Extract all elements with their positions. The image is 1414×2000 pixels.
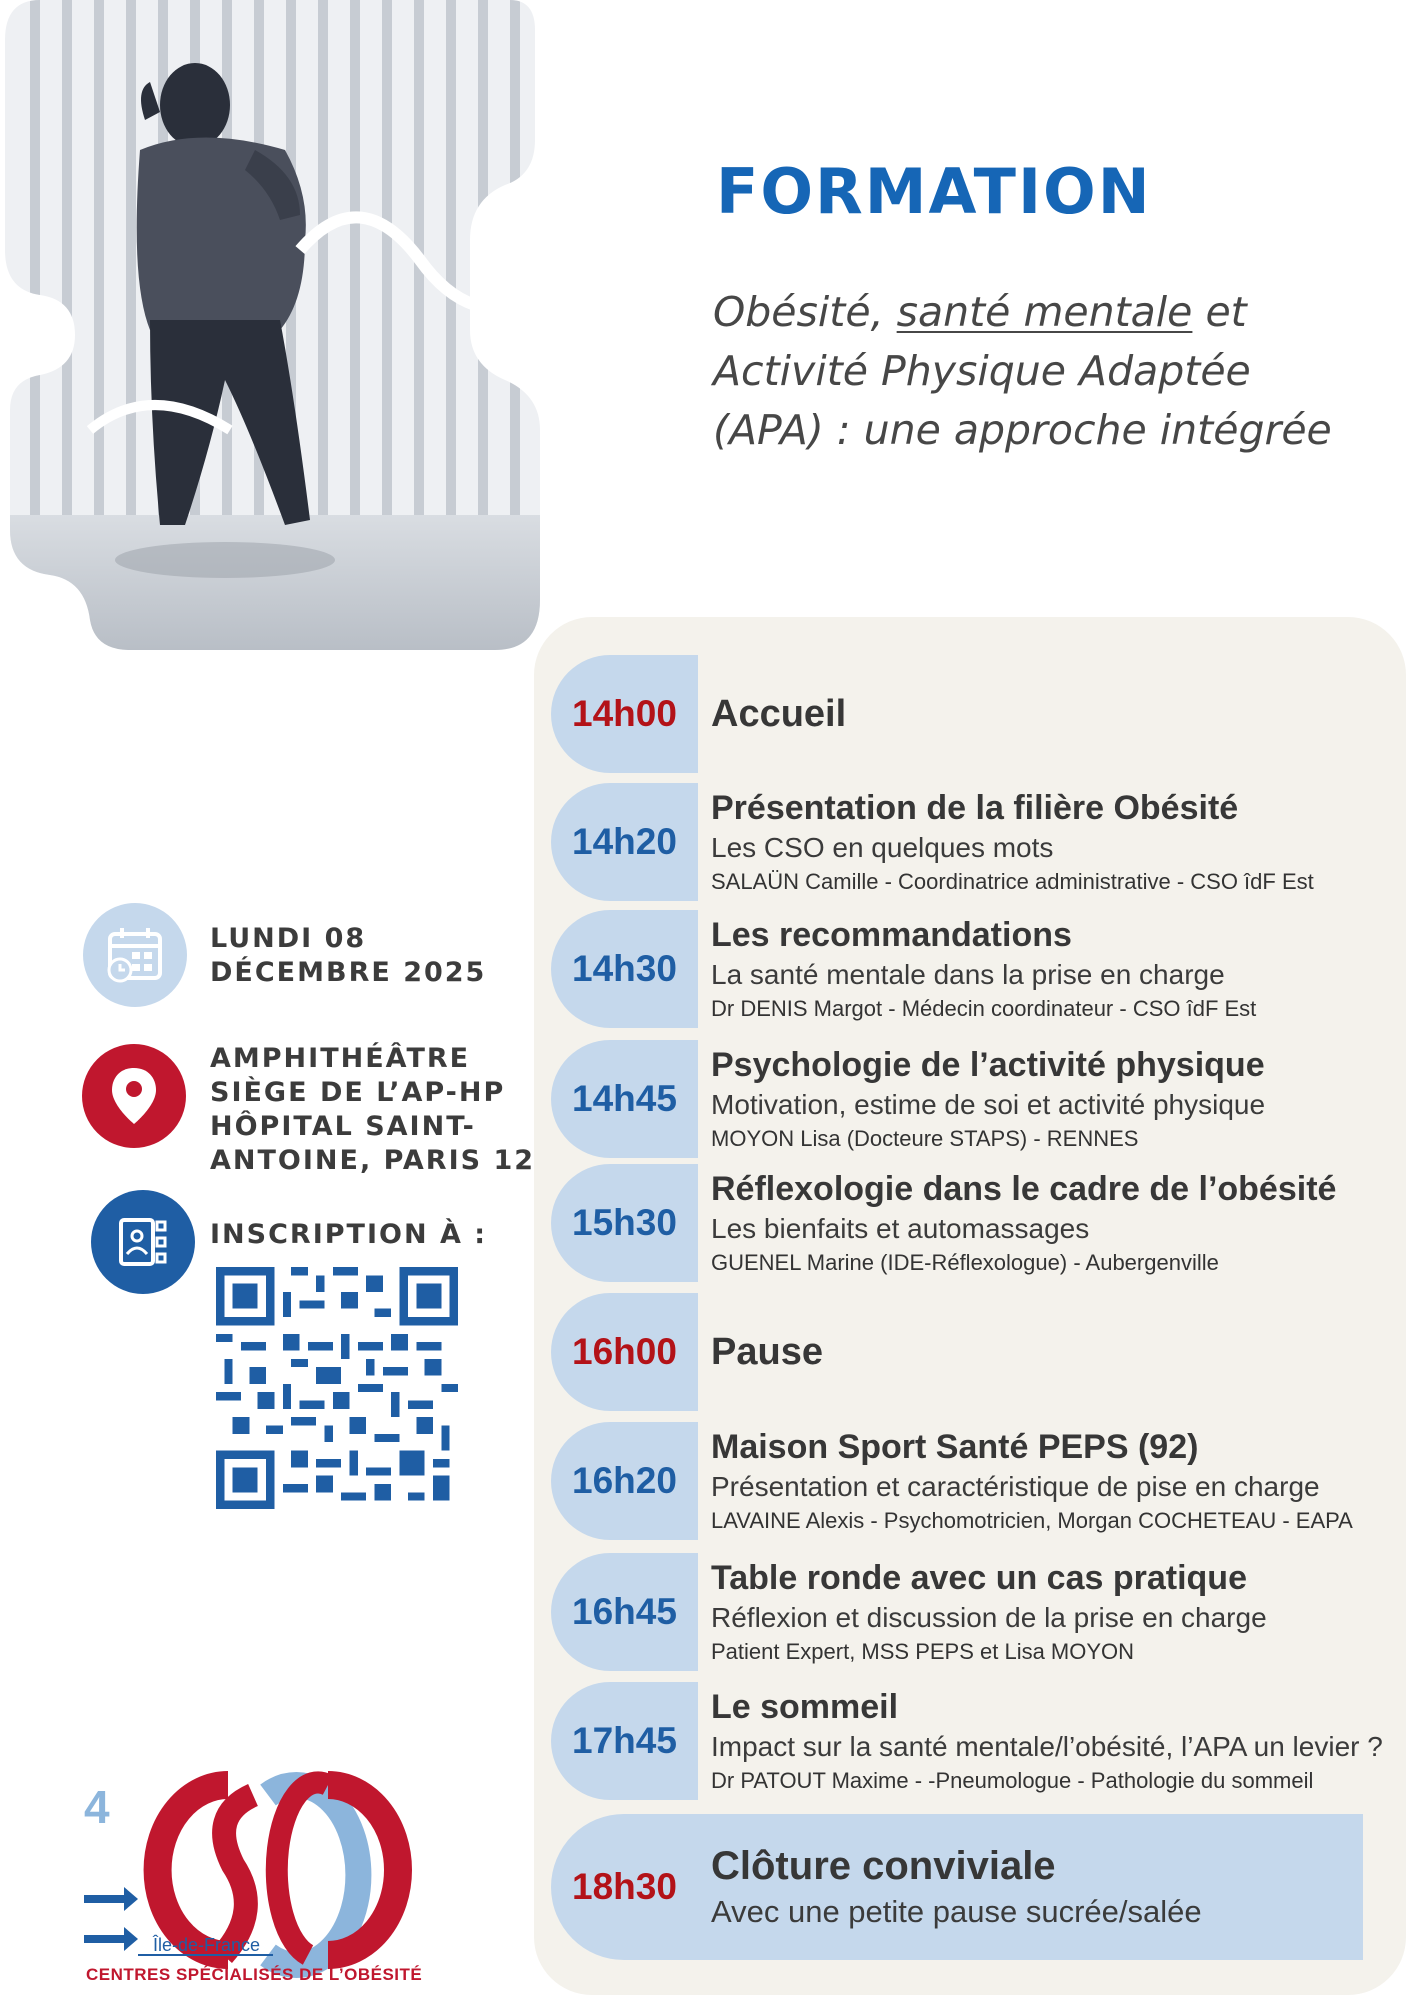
schedule-title: Psychologie de l’activité physique <box>711 1046 1265 1084</box>
schedule-subtitle: Réflexion et discussion de la prise en charge <box>711 1602 1267 1633</box>
schedule-row <box>551 655 1401 773</box>
hero-photo <box>0 0 560 660</box>
schedule-subtitle: Impact sur la santé mentale/l’obésité, l’APA un levier ? <box>711 1731 1383 1762</box>
schedule-row <box>551 1682 1401 1800</box>
schedule-row <box>551 783 1401 901</box>
schedule-row <box>551 1040 1401 1158</box>
schedule-title: Les recommandations <box>711 916 1072 954</box>
schedule-subtitle: Motivation, estime de soi et activité physique <box>711 1089 1266 1120</box>
schedule-speaker: Dr DENIS Margot - Médecin coordinateur - CSO îdF Est <box>711 996 1257 1021</box>
schedule-subtitle: Présentation et caractéristique de pise en charge <box>711 1471 1320 1502</box>
closing-title: Clôture conviviale <box>711 1844 1056 1888</box>
schedule-title: Maison Sport Santé PEPS (92) <box>711 1428 1199 1466</box>
schedule-speaker: SALAÜN Camille - Coordinatrice administrative - CSO îdF Est <box>711 869 1314 894</box>
schedule-time: 16h20 <box>551 1422 698 1540</box>
location-pin-icon <box>82 1044 186 1148</box>
schedule-title: Présentation de la filière Obésité <box>711 789 1239 827</box>
schedule-subtitle: Les bienfaits et automassages <box>711 1213 1090 1244</box>
location-line-2: SIÈGE DE L’AP-HP <box>210 1077 506 1108</box>
page-heading: FORMATION <box>716 155 1152 228</box>
event-date <box>210 922 486 990</box>
schedule-speaker: MOYON Lisa (Docteure STAPS) - RENNES <box>711 1126 1139 1151</box>
schedule-row <box>551 1422 1401 1540</box>
schedule-time: 17h45 <box>551 1682 698 1800</box>
schedule-speaker: LAVAINE Alexis - Psychomotricien, Morgan COCHETEAU - EAPA <box>711 1508 1353 1533</box>
schedule-row <box>551 910 1401 1028</box>
schedule-title: Accueil <box>711 693 847 735</box>
schedule-row <box>551 1164 1401 1282</box>
schedule-speaker: Patient Expert, MSS PEPS et Lisa MOYON <box>711 1639 1135 1664</box>
schedule-speaker: Dr PATOUT Maxime - -Pneumologue - Pathologie du sommeil <box>711 1768 1314 1793</box>
training-subtitle <box>713 283 1333 460</box>
cso-logo <box>78 1755 438 1985</box>
schedule-subtitle: La santé mentale dans la prise en charge <box>711 959 1225 990</box>
location-line-4: ANTOINE, PARIS 12 <box>210 1145 536 1176</box>
closing-subtitle: Avec une petite pause sucrée/salée <box>711 1894 1202 1929</box>
schedule-time: 14h00 <box>551 655 698 773</box>
schedule-time: 14h20 <box>551 783 698 901</box>
subtitle-underlined: santé mentale <box>896 288 1193 336</box>
schedule-time: 14h45 <box>551 1040 698 1158</box>
schedule-row <box>551 1553 1401 1671</box>
closing-row <box>551 1814 1363 1960</box>
schedule-time: 15h30 <box>551 1164 698 1282</box>
date-line-1: LUNDI 08 <box>210 923 367 954</box>
subtitle-part-2: et Activité Physique Adaptée (APA) : une approche intégrée <box>713 288 1332 454</box>
subtitle-part-1: Obésité, <box>713 288 897 336</box>
date-line-2: DÉCEMBRE 2025 <box>210 957 487 988</box>
qr-code[interactable] <box>216 1267 458 1509</box>
registration-label: INSCRIPTION À : <box>210 1219 488 1250</box>
location-line-1: AMPHITHÉÂTRE <box>210 1043 471 1074</box>
schedule-title: Table ronde avec un cas pratique <box>711 1559 1247 1597</box>
logo-region: Île-de-France <box>153 1935 261 1955</box>
schedule-subtitle: Les CSO en quelques mots <box>711 832 1054 863</box>
schedule-row <box>551 1293 1401 1411</box>
logo-number: 4 <box>84 1781 110 1833</box>
closing-time: 18h30 <box>572 1866 677 1907</box>
logo-caption: CENTRES SPÉCIALISÉS DE L’OBÉSITÉ <box>86 1965 423 1984</box>
registration-form-icon <box>91 1190 195 1294</box>
schedule-title: Le sommeil <box>711 1688 899 1726</box>
event-location <box>210 1042 535 1178</box>
schedule-title: Réflexologie dans le cadre de l’obésité <box>711 1170 1337 1208</box>
calendar-icon <box>83 903 187 1007</box>
schedule-time: 14h30 <box>551 910 698 1028</box>
schedule-time: 16h45 <box>551 1553 698 1671</box>
location-line-3: HÔPITAL SAINT- <box>210 1111 476 1142</box>
schedule-time: 16h00 <box>551 1293 698 1411</box>
schedule-speaker: GUENEL Marine (IDE-Réflexologue) - Aubergenville <box>711 1250 1219 1275</box>
schedule-title: Pause <box>711 1331 823 1373</box>
